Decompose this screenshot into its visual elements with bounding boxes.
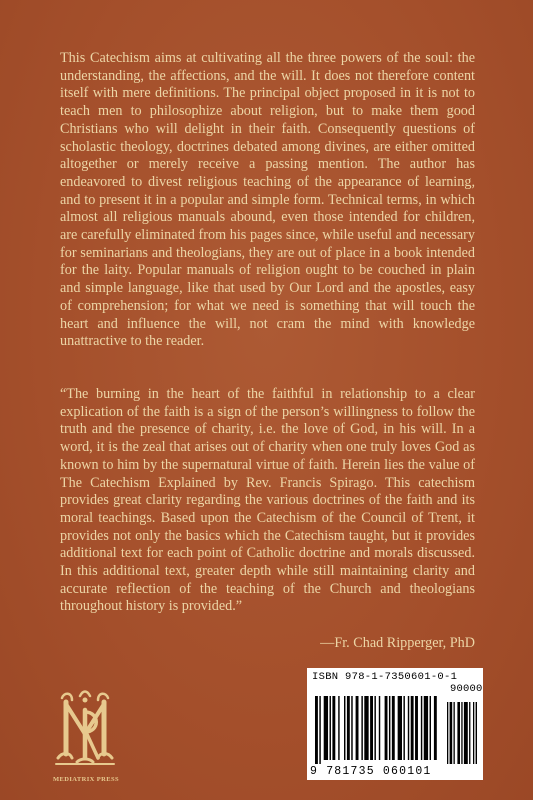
barcode-bar [370,696,373,760]
barcode-bar [385,696,388,760]
description-paragraph: This Catechism aims at cultivating all the three powers of the soul: the understanding, the affections, and the will. It does not therefore content itself with mere definitions. The principal object proposed in it is not to teach men to philosophize about religion, but to make them good Christians who will delight in their faith. Consequently questions of scholastic theology, doctrines debated among divines, are either omitted altogether or merely receive a passing mention. The author has endeavored to divest religious teaching of the appearance of learning, and to present it in a popular and simple form. Technical terms, in which almost all religious manuals abound, even those intended for children, are carefully eliminated from his pages since, while useful and necessary for seminarians and theologians, they are out of place in a book intended for the laity. Popular manuals of religion ought to be couched in plain and simple language, like that used by Our Lord and the apostles, easy of comprehension; for what we need is something that will touch the heart and influence the will, not cram the mind with knowledge unattractive to the reader. [60,50,475,350]
barcode-bars [315,696,477,764]
isbn-label: ISBN 978-1-7350601-0-1 [312,671,458,683]
mr-monogram-icon [50,688,120,784]
barcode-bar [315,696,318,764]
addon-bar [454,702,455,764]
publisher-logo [50,688,120,784]
barcode-bar [330,696,331,760]
addon-bar [469,702,470,764]
barcode-bar [392,696,395,760]
addon-bar [473,702,474,764]
barcode-bar [356,696,359,760]
barcode-bar [415,696,418,760]
barcode-bar [374,696,375,760]
barcode-bar [332,696,335,760]
barcode-bar [351,696,352,760]
barcode-bar [403,696,404,760]
barcode-bar [347,696,350,760]
barcode-bar [430,696,431,760]
barcode-digits: 9 781735 060101 [310,765,432,778]
barcode-bar [434,696,437,760]
barcode-bar [398,696,402,760]
publisher-name: MEDIATRIX PRESS [52,776,119,783]
addon-bar [457,702,460,764]
addon-bar [447,702,448,764]
barcode-bar [411,696,414,760]
addon-bar [450,702,453,764]
barcode-bar [344,696,345,760]
isbn-barcode [307,668,483,780]
barcode-bar [421,696,422,760]
barcode-bar [338,696,339,760]
barcode-bar [408,696,409,760]
endorsement-quote: “The burning in the heart of the faithful in relationship to a clear explication of the faith is a sign of the person’s willingness to follow the truth and the presence of charity, i.e. the love of God, in his will. In a word, it is the zeal that arises out of charity when one truly loves God as known to him by the supernatural virtue of faith. Herein lies the value of The Catechism Explained by Rev. Francis Spirago. This catechism provides great clarity regarding the various doctrines of the faith and its moral teachings. Based upon the Catechism of the Council of Trent, it provides not only the basics which the Catechism taught, but it provides additional text for each point of Catholic doctrine and morals discussed. In this additional text, greater depth while still maintaining clarity and accurate reflection of the teaching of the Church and theologians throughout history is provided.” [60,386,475,615]
barcode-bar [379,696,380,760]
barcode-bar [324,696,328,760]
addon-bar [464,702,468,764]
addon-bar [461,702,462,764]
barcode-bar [319,696,320,764]
addon-bar [476,702,477,764]
barcode-bar [389,696,390,760]
barcode-bar [364,696,368,760]
barcode-bar [424,696,428,760]
quote-attribution: —Fr. Chad Ripperger, PhD [320,635,475,651]
price-code: 90000 [450,683,483,695]
barcode-bar [361,696,362,760]
